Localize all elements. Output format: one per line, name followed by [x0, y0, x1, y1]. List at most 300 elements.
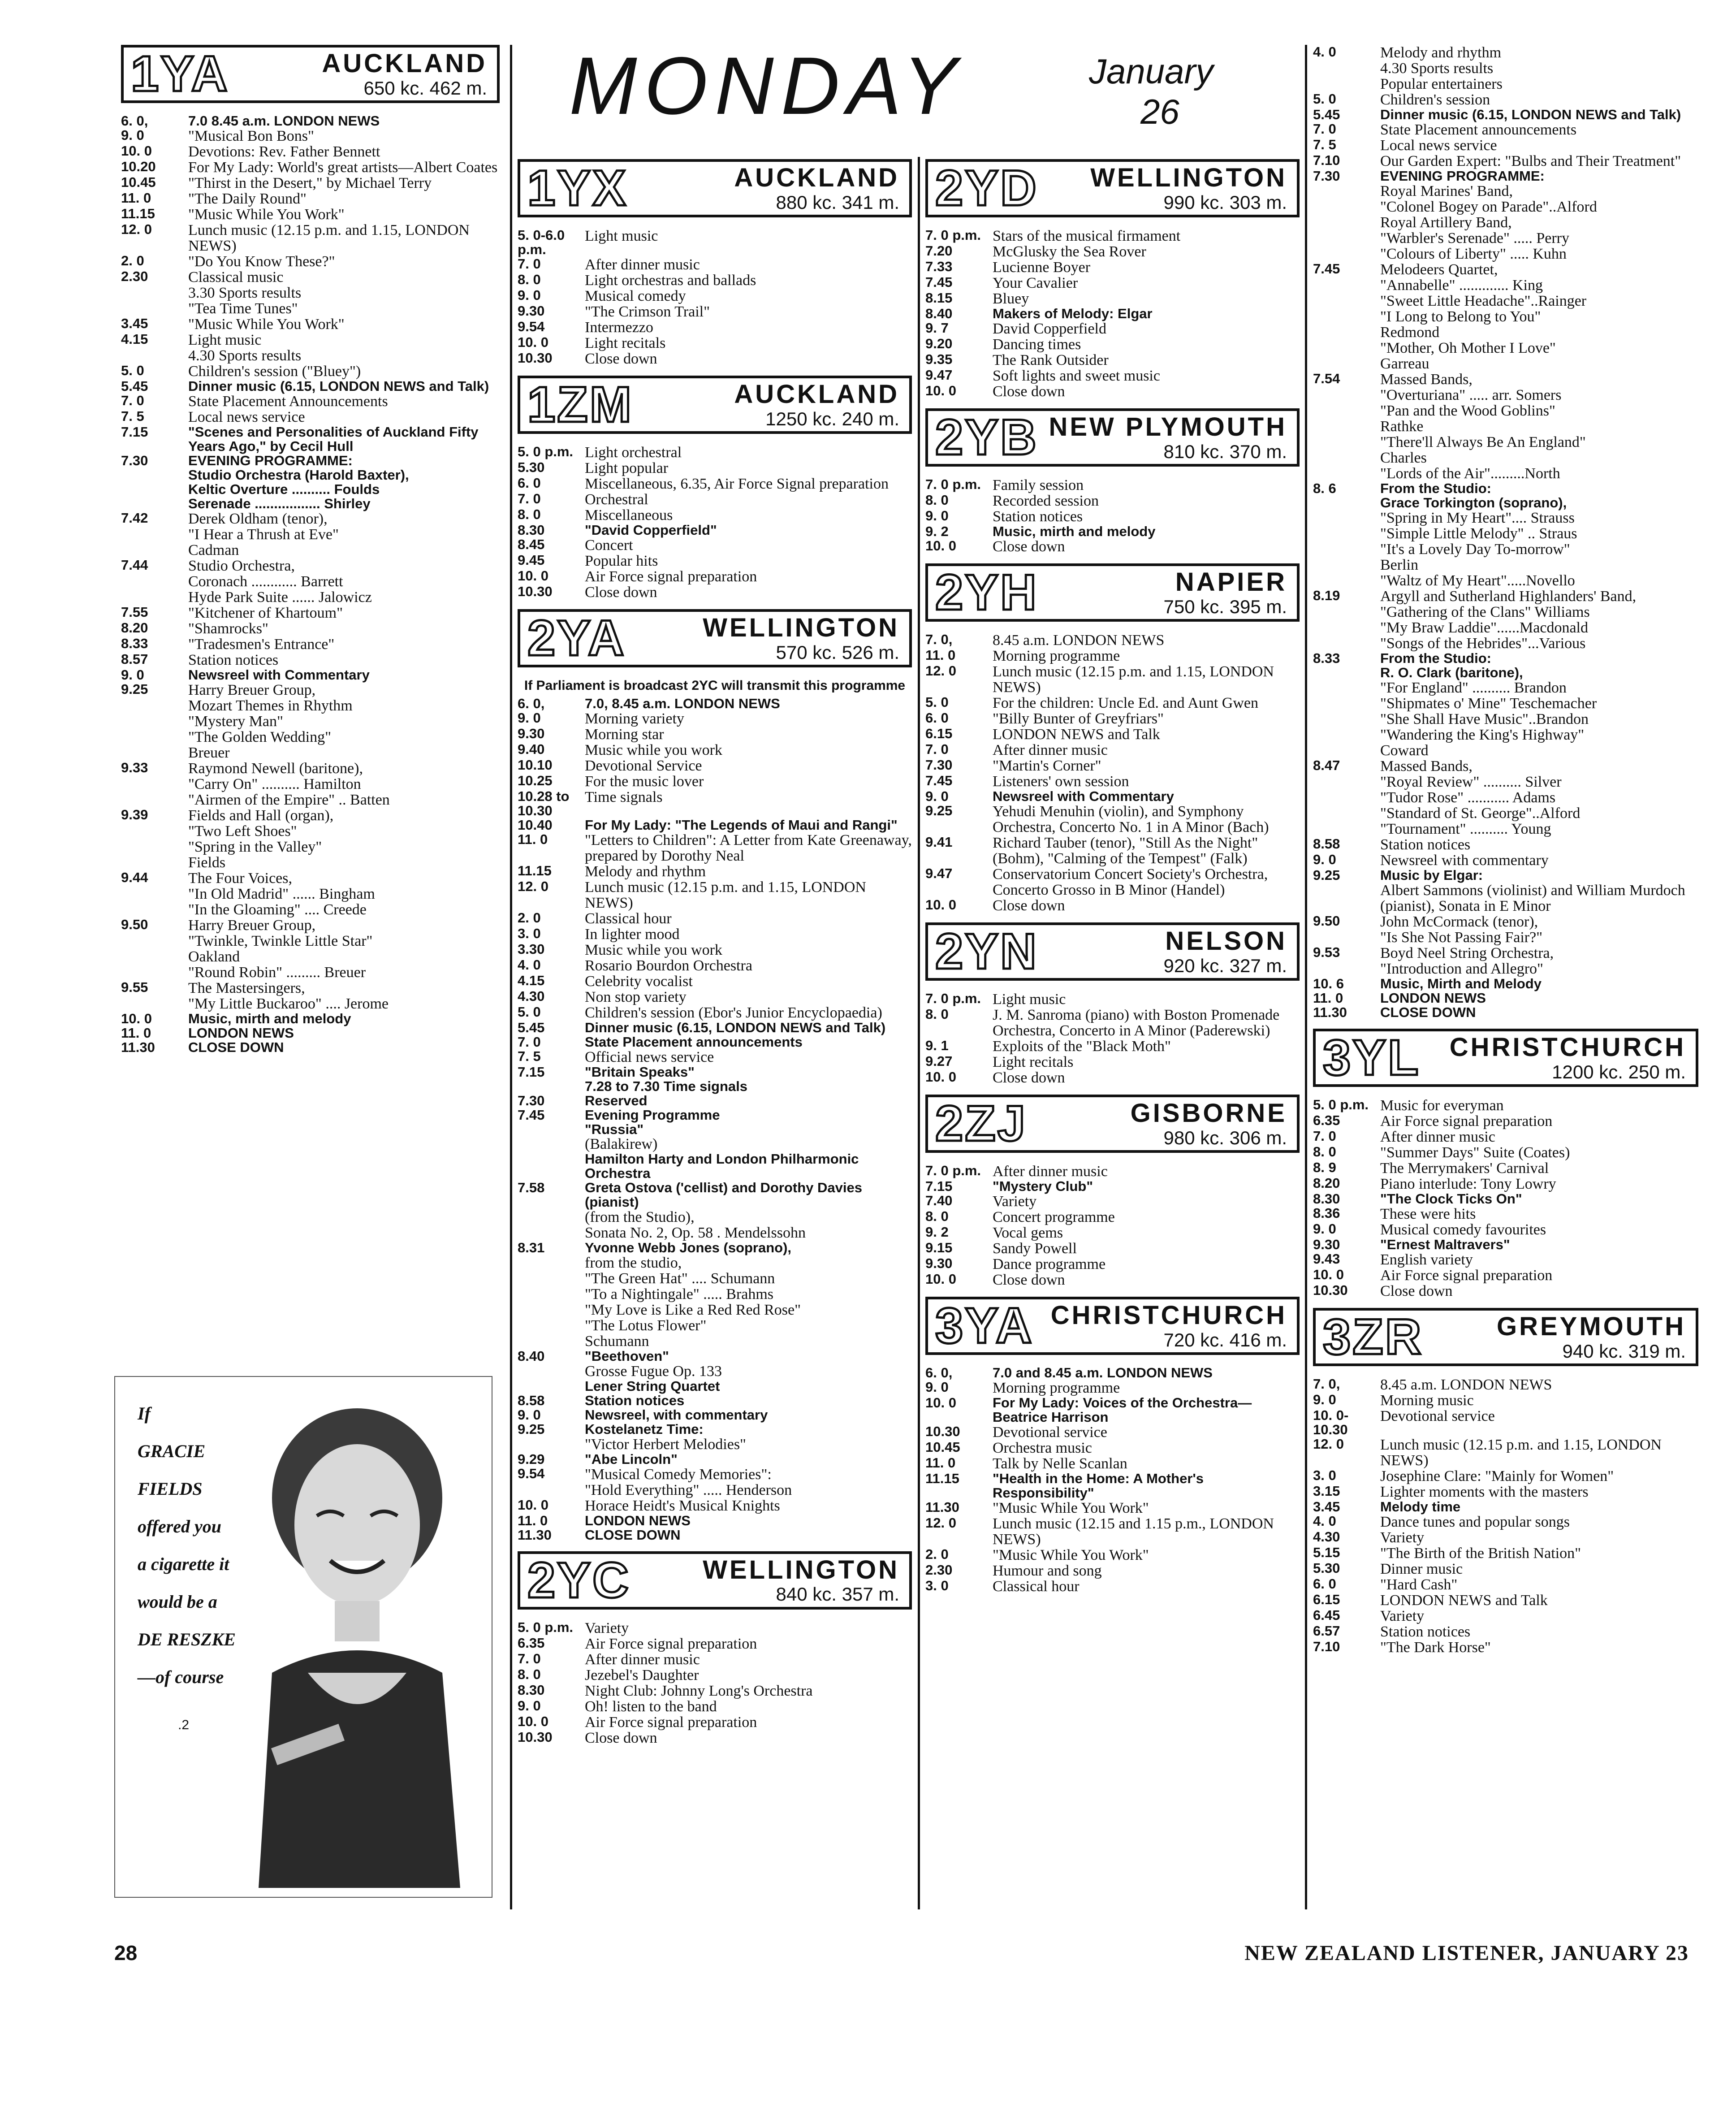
programme-time: 4.15: [518, 972, 545, 988]
programme-row: [121, 409, 500, 425]
programme-row: [1313, 1160, 1698, 1176]
programme-item: Popular hits: [585, 552, 658, 569]
programme-row: [925, 898, 1300, 913]
programme-row: [925, 260, 1300, 275]
programme-item: Raymond Newell (baritone), "Carry On" .......... Hamilton "Airmen of the Empire" .. Batten: [188, 760, 390, 808]
programme-time: [1313, 680, 1380, 758]
programme-item: Newsreel with commentary: [1380, 852, 1549, 869]
programme-item: State Placement announcements: [1380, 121, 1577, 138]
programme-time: 6. 0,: [925, 1365, 953, 1381]
programme-item: Fields and Hall (organ), "Two Left Shoes" "Spring in the Valley" Fields: [188, 807, 334, 871]
programme-row: [518, 1349, 912, 1363]
programme-item: Melody time: [1380, 1499, 1461, 1515]
programme-row: [518, 445, 912, 460]
programme-item: Children's session (Ebor's Junior Encyclopaedia): [585, 1004, 882, 1021]
programme-row: [1313, 108, 1698, 122]
programme-row: [121, 761, 500, 808]
programme-item: "Spring in My Heart".... Strauss "Simple Little Melody" .. Straus "It's a Lovely Day To-morrow" Berlin "Waltz of My Heart".....Novello: [1380, 510, 1577, 589]
programme-row: [518, 879, 912, 911]
programme-item: 8.45 a.m. LONDON NEWS: [993, 632, 1165, 649]
programme-item: Light music: [993, 991, 1066, 1008]
programme-item: "Summer Days" Suite (Coates): [1380, 1144, 1570, 1161]
programme-row: [925, 1563, 1300, 1579]
programme-time: 6.15: [925, 726, 953, 742]
programme-item: "David Copperfield": [585, 522, 717, 538]
programme-item: "Scenes and Personalities of Auckland Fifty Years Ago," by Cecil Hull: [188, 424, 479, 454]
programme-row: [121, 222, 500, 254]
programme-time: 10. 0: [925, 1395, 956, 1411]
programme-item: Light music: [585, 228, 658, 244]
programme-row: [1313, 945, 1698, 977]
programme-time: 7.54: [1313, 371, 1340, 387]
station-city: WELLINGTON: [703, 613, 899, 643]
programme-row: [1313, 1530, 1698, 1545]
programme-time: 12. 0: [925, 663, 956, 679]
station-header: [925, 1297, 1300, 1355]
programme-time: 2.30: [121, 268, 148, 285]
programme-time: 7.30: [1313, 168, 1340, 184]
programme-time: 4. 0: [1313, 1513, 1336, 1529]
page-number: 28: [114, 1941, 138, 1965]
programme-item: Vocal gems: [993, 1225, 1063, 1242]
programme-time: 5.45: [121, 378, 148, 394]
programme-item: Close down: [993, 1069, 1065, 1086]
programme-item: "Tradesmen's Entrance": [188, 636, 335, 653]
programme-row: [518, 1437, 912, 1452]
station-3zr: [1313, 1308, 1698, 1655]
station-header: [518, 159, 912, 217]
programme-item: Close down: [585, 350, 657, 367]
programme-item: Dinner music (6.15, LONDON NEWS and Talk): [188, 378, 489, 394]
programme-item: Music while you work: [585, 741, 722, 758]
programme-item: Newsreel, with commentary: [585, 1407, 768, 1423]
programme-row: [518, 288, 912, 304]
programme-item: McGlusky the Sea Rover: [993, 243, 1146, 260]
column-rule: [510, 45, 512, 1909]
programme-item: 7.0 and 8.45 a.m. LONDON NEWS: [993, 1365, 1213, 1381]
programme-row: [1313, 853, 1698, 868]
station-header: [925, 563, 1300, 622]
programme-row: [518, 273, 912, 288]
programme-time: 7. 0: [121, 393, 144, 409]
programme-row: [121, 621, 500, 636]
programme-time: 11.30: [925, 1499, 959, 1515]
programme-row: [925, 524, 1300, 539]
programme-time: 3.15: [1313, 1483, 1340, 1499]
programme-row: [925, 1547, 1300, 1563]
programme-row: [121, 668, 500, 682]
programme-row: [1313, 977, 1698, 991]
programme-row: [1313, 1283, 1698, 1299]
programme-time: 6.35: [1313, 1112, 1340, 1129]
programme-item: Local news service: [188, 409, 305, 426]
station-city: NAPIER: [1175, 567, 1287, 597]
programme-item: Time signals: [585, 789, 663, 806]
programme-row: [121, 870, 500, 918]
column-4: [1313, 45, 1698, 1664]
programme-item: After dinner music: [585, 256, 700, 273]
programme-item: Greta Ostova ('cellist) and Dorothy Davies (pianist): [585, 1180, 862, 1210]
programme-row: [121, 605, 500, 621]
programme-time: 7. 0 p.m.: [925, 1163, 981, 1179]
programme-item: State Placement announcements: [585, 1034, 803, 1050]
programme-item: 8.45 a.m. LONDON NEWS: [1380, 1376, 1552, 1394]
programme-item: "Letters to Children": A Letter from Kate Greenaway, prepared by Dorothy Neal: [585, 831, 912, 864]
programme-row: [1313, 1500, 1698, 1514]
programme-time: 10. 0: [925, 897, 956, 913]
programme-row: [925, 352, 1300, 368]
programme-item: Air Force signal preparation: [585, 1714, 757, 1731]
ad-line: GRACIE: [138, 1441, 206, 1461]
programme-row: [1313, 1561, 1698, 1577]
programme-time: 8.33: [1313, 650, 1340, 666]
programme-item: Devotional service: [1380, 1408, 1495, 1425]
programme-time: 10. 0-10.30: [1313, 1407, 1349, 1438]
programme-row: [1313, 1437, 1698, 1468]
programme-time: [518, 1363, 585, 1379]
programme-row: [1313, 1129, 1698, 1145]
programme-row: [518, 351, 912, 367]
programme-time: 9.30: [1313, 1237, 1340, 1253]
programme-row: [925, 307, 1300, 321]
programme-time: 10. 0: [925, 538, 956, 554]
programme-item: The Four Voices, "In Old Madrid" ...... Bingham "In the Gloaming" .... Creede: [188, 870, 375, 918]
programme-row: [1313, 1206, 1698, 1222]
programme-time: 9.25: [518, 1421, 545, 1437]
programme-time: 5.30: [1313, 1560, 1340, 1576]
programme-row: [518, 584, 912, 600]
programme-item: EVENING PROGRAMME: Studio Orchestra (Harold Baxter), Keltic Overture .......... Foulds Serenade ................. Shirley: [188, 452, 409, 511]
programme-item: Richard Tauber (tenor), "Still As the Night" (Bohm), "Calming of the Tempest" (Falk): [993, 835, 1258, 867]
programme-row: [518, 492, 912, 507]
station-frequency: 880 kc. 341 m.: [776, 191, 899, 213]
programme-time: 11. 0: [925, 1455, 956, 1471]
programme-item: Yehudi Menuhin (violin), and Symphony Orchestra, Concerto No. 1 in A Minor (Bach): [993, 803, 1269, 836]
programme-item: Derek Oldham (tenor), "I Hear a Thrush at Eve" Cadman: [188, 510, 339, 558]
programme-row: [518, 1730, 912, 1746]
programme-time: 5. 0: [518, 1004, 541, 1020]
station-call-sign: 2ZJ: [935, 1095, 1027, 1152]
programme-time: 3. 0: [1313, 1467, 1336, 1483]
programme-time: 10. 0: [925, 383, 956, 399]
programme-row: [518, 1108, 912, 1137]
programme-row: [1313, 169, 1698, 183]
programme-item: 7.0, 8.45 a.m. LONDON NEWS: [585, 696, 780, 712]
programme-time: 5.45: [1313, 107, 1340, 123]
programme-row: [518, 257, 912, 273]
programme-row: [518, 789, 912, 818]
ad-line: would be a: [138, 1592, 217, 1612]
programme-time: 7.40: [925, 1193, 953, 1209]
programme-row: [518, 1094, 912, 1108]
programme-row: [1313, 914, 1698, 945]
programme-row: [518, 911, 912, 926]
programme-time: 7. 0 p.m.: [925, 227, 981, 243]
programme-item: 7.0 8.45 a.m. LONDON NEWS: [188, 113, 380, 129]
programme-time: 6.57: [1313, 1623, 1340, 1639]
programme-row: [518, 460, 912, 476]
programme-time: 11. 0: [518, 831, 548, 847]
programme-item: "The Daily Round": [188, 190, 307, 207]
programme-item: Studio Orchestra, Coronach ............ Barrett Hyde Park Suite ...... Jalowicz: [188, 557, 372, 606]
programme-row: [1313, 122, 1698, 138]
programme-time: 7. 0: [518, 491, 541, 506]
station-header: [925, 1095, 1300, 1153]
station-call-sign: 3YL: [1323, 1030, 1421, 1086]
programme-row: [1313, 1545, 1698, 1561]
programme-time: 10. 0: [121, 143, 152, 159]
programme-item: Lighter moments with the masters: [1380, 1483, 1589, 1500]
station-city: WELLINGTON: [703, 1555, 899, 1584]
programme-row: [925, 1039, 1300, 1054]
programme-row: [925, 1380, 1300, 1396]
programme-row: [1313, 1176, 1698, 1192]
programme-time: [1313, 883, 1380, 914]
programme-item: Grosse Fugue Op. 133: [585, 1363, 722, 1380]
programme-item: Light recitals: [993, 1054, 1074, 1071]
programme-time: 9. 0: [518, 1407, 541, 1423]
programme-item: "Beethoven": [585, 1348, 669, 1364]
programme-row: [121, 254, 500, 269]
programme-item: Close down: [993, 538, 1065, 555]
programme-row: [518, 1620, 912, 1636]
programme-item: Light orchestras and ballads: [585, 272, 756, 289]
programme-item: Music for everyman: [1380, 1097, 1504, 1114]
programme-item: Close down: [585, 584, 657, 601]
programme-time: 8. 9: [1313, 1160, 1336, 1176]
programme-row: [121, 160, 500, 175]
programme-item: From the Studio: Grace Torkington (soprano),: [1380, 480, 1567, 511]
station-header: [925, 408, 1300, 467]
programme-item: Devotions: Rev. Father Bennett: [188, 143, 380, 160]
programme-row: [1313, 45, 1698, 92]
programme-time: 10.30: [518, 584, 553, 599]
programme-item: LONDON NEWS: [1380, 990, 1486, 1006]
programme-row: [925, 991, 1300, 1007]
programme-row: [1313, 1484, 1698, 1500]
programme-item: Close down: [1380, 1283, 1453, 1300]
programme-row: [1313, 758, 1698, 837]
programme-row: [518, 974, 912, 989]
programme-row: [518, 1241, 912, 1255]
programme-item: David Copperfield: [993, 320, 1106, 337]
programme-row: [925, 774, 1300, 789]
programme-time: 8. 0: [518, 271, 541, 287]
programme-item: Concert: [585, 537, 633, 554]
programme-item: Children's session: [1380, 91, 1490, 108]
programme-item: Miscellaneous, 6.35, Air Force Signal preparation: [585, 475, 889, 492]
programme-row: [925, 477, 1300, 493]
programme-item: Concert programme: [993, 1209, 1115, 1226]
programme-item: For My Lady: "The Legends of Maui and Rangi": [585, 817, 898, 833]
programme-item: Rosario Bourdon Orchestra: [585, 957, 752, 974]
programme-item: Newsreel with Commentary: [993, 788, 1174, 805]
programme-time: 7.45: [1313, 261, 1340, 277]
programme-item: "Music While You Work": [993, 1547, 1149, 1564]
programme-row: [518, 774, 912, 789]
programme-item: Lucienne Boyer: [993, 259, 1091, 276]
programme-time: 8. 0: [925, 1208, 949, 1225]
programme-time: 8.57: [121, 651, 148, 667]
programme-item: Station notices: [993, 508, 1083, 525]
programme-item: Jezebel's Daughter: [585, 1666, 699, 1684]
programme-time: 8.30: [518, 522, 545, 538]
programme-row: [925, 275, 1300, 291]
programme-time: 9.30: [518, 303, 545, 319]
programme-time: 3.45: [121, 316, 148, 332]
programme-time: 9. 0: [1313, 1392, 1336, 1408]
station-3ya: [925, 1297, 1300, 1594]
programme-row: [121, 114, 500, 128]
programme-row: [1313, 1577, 1698, 1593]
programme-row: [518, 1049, 912, 1065]
programme-time: 10. 0: [925, 1069, 956, 1085]
programme-item: Miscellaneous: [585, 507, 673, 524]
programme-time: 2. 0: [518, 909, 541, 926]
programme-item: "Hard Cash": [1380, 1576, 1458, 1593]
programme-time: 9.47: [925, 866, 953, 882]
programme-item: Non stop variety: [585, 988, 687, 1005]
programme-item: Celebrity vocalist: [585, 973, 693, 990]
station-2yh: [925, 563, 1300, 913]
programme-time: 12. 0: [121, 221, 152, 238]
programme-row: [925, 1209, 1300, 1225]
programme-row: [925, 789, 1300, 804]
programme-time: 9.53: [1313, 944, 1340, 961]
programme-row: [121, 425, 500, 454]
programme-time: 7.44: [121, 557, 148, 573]
programme-row: [1313, 868, 1698, 883]
column-rule: [918, 157, 920, 1909]
programme-time: 8.36: [1313, 1205, 1340, 1221]
programme-row: [518, 989, 912, 1005]
programme-item: Air Force signal preparation: [585, 568, 757, 585]
column-2: [518, 159, 912, 1755]
station-2yn: [925, 922, 1300, 1086]
programme-time: 9. 0: [925, 508, 949, 524]
programme-row: [518, 1181, 912, 1209]
programme-time: [518, 1152, 585, 1181]
programme-item: "Kitchener of Khartoum": [188, 604, 343, 621]
programme-item: (Balakirew): [585, 1136, 658, 1153]
programme-row: [518, 742, 912, 758]
programme-row: [121, 316, 500, 332]
programme-row: [518, 1408, 912, 1422]
programme-time: 8.15: [925, 290, 953, 306]
programme-item: Music while you work: [585, 941, 722, 958]
programme-time: 9.45: [518, 552, 545, 568]
programme-item: For My Lady: Voices of the Orchestra—Beatrice Harrison: [993, 1395, 1252, 1425]
magazine-footer: NEW ZEALAND LISTENER, JANUARY 23: [1244, 1941, 1689, 1965]
programme-item: Air Force signal preparation: [1380, 1113, 1553, 1130]
programme-item: Musical comedy favourites: [1380, 1221, 1546, 1238]
programme-time: 5. 0: [1313, 91, 1336, 107]
programme-time: 7.58: [518, 1180, 545, 1196]
programme-row: [1313, 1238, 1698, 1252]
programme-row: [518, 1683, 912, 1699]
programme-time: 9. 0: [1313, 1221, 1336, 1237]
programme-row: [121, 144, 500, 160]
station-frequency: 840 kc. 357 m.: [776, 1584, 899, 1605]
programme-row: [518, 926, 912, 942]
programme-time: 9.29: [518, 1451, 545, 1467]
station-frequency: 650 kc. 462 m.: [363, 77, 487, 99]
programme-time: 12. 0: [1313, 1436, 1344, 1452]
programme-time: 4. 0: [1313, 44, 1336, 60]
ad-line: a cigarette it: [138, 1554, 229, 1574]
programme-item: Melody and rhythm: [585, 863, 706, 880]
programme-time: 11. 0: [925, 647, 956, 663]
programme-time: 11. 0: [121, 190, 151, 206]
programme-item: J. M. Sanroma (piano) with Boston Promenade Orchestra, Concerto in A Minor (Paderewski): [993, 1007, 1280, 1039]
programme-time: 9.50: [121, 916, 148, 932]
programme-row: [925, 509, 1300, 524]
programme-item: The Mastersingers, "My Little Buckaroo" .... Jerome: [188, 980, 389, 1013]
programme-item: Dance tunes and popular songs: [1380, 1513, 1570, 1530]
programme-item: Hamilton Harty and London Philharmonic Orchestra: [585, 1151, 859, 1182]
programme-time: 9.20: [925, 336, 953, 352]
station-frequency: 570 kc. 526 m.: [776, 641, 899, 663]
programme-time: 10. 0: [1313, 1267, 1344, 1283]
programme-item: "Musical Comedy Memories": "Hold Everything" ..... Henderson: [585, 1466, 792, 1498]
station-call-sign: 1ZM: [527, 376, 633, 433]
programme-item: Boyd Neel String Orchestra, "Introduction and Allegro": [1380, 945, 1554, 978]
station-call-sign: 2YH: [935, 564, 1038, 621]
programme-time: 7. 5: [1313, 137, 1336, 152]
programme-row: [1313, 372, 1698, 481]
programme-row: [121, 980, 500, 1012]
programme-time: 6.45: [1313, 1607, 1340, 1623]
programme-item: Soft lights and sweet music: [993, 368, 1160, 385]
programme-item: LONDON NEWS: [585, 1512, 691, 1528]
programme-time: 8.58: [1313, 836, 1340, 852]
station-2yc-continued: [1313, 45, 1698, 1020]
programme-row: [925, 711, 1300, 727]
programme-item: Bluey: [993, 290, 1029, 307]
station-header: [518, 609, 912, 667]
station-call-sign: 2YC: [527, 1552, 630, 1608]
programme-time: 8. 0: [925, 1006, 949, 1022]
programme-item: Makers of Melody: Elgar: [993, 306, 1153, 322]
page-title-date: 26: [1140, 92, 1179, 131]
programme-item: Light orchestral: [585, 444, 682, 461]
programme-time: 7.10: [1313, 152, 1340, 169]
programme-time: 7. 0: [518, 1034, 541, 1050]
programme-row: [925, 1440, 1300, 1456]
station-call-sign: 2YD: [935, 160, 1038, 216]
programme-time: 10. 0: [121, 1011, 152, 1027]
programme-row: [1313, 1608, 1698, 1624]
programme-time: 9.54: [518, 1465, 545, 1481]
programme-row: [925, 866, 1300, 898]
programme-time: 5. 0 p.m.: [1313, 1097, 1369, 1113]
programme-item: Orchestral: [585, 491, 648, 508]
programme-row: [518, 1467, 912, 1498]
programme-item: John McCormack (tenor), "Is She Not Passing Fair?": [1380, 913, 1543, 946]
programme-time: 7.45: [518, 1107, 545, 1123]
programme-row: [518, 1021, 912, 1035]
programme-row: [121, 454, 500, 511]
station-city: WELLINGTON: [1090, 163, 1287, 192]
station-city: GREYMOUTH: [1497, 1312, 1686, 1342]
programme-row: [1313, 1005, 1698, 1020]
station-2yb: [925, 408, 1300, 554]
programme-time: 11. 0: [518, 1512, 548, 1528]
station-header: [518, 1551, 912, 1610]
programme-item: "Abe Lincoln": [585, 1451, 678, 1467]
programme-time: 8.20: [1313, 1175, 1340, 1191]
programme-item: Newsreel with Commentary: [188, 666, 370, 683]
